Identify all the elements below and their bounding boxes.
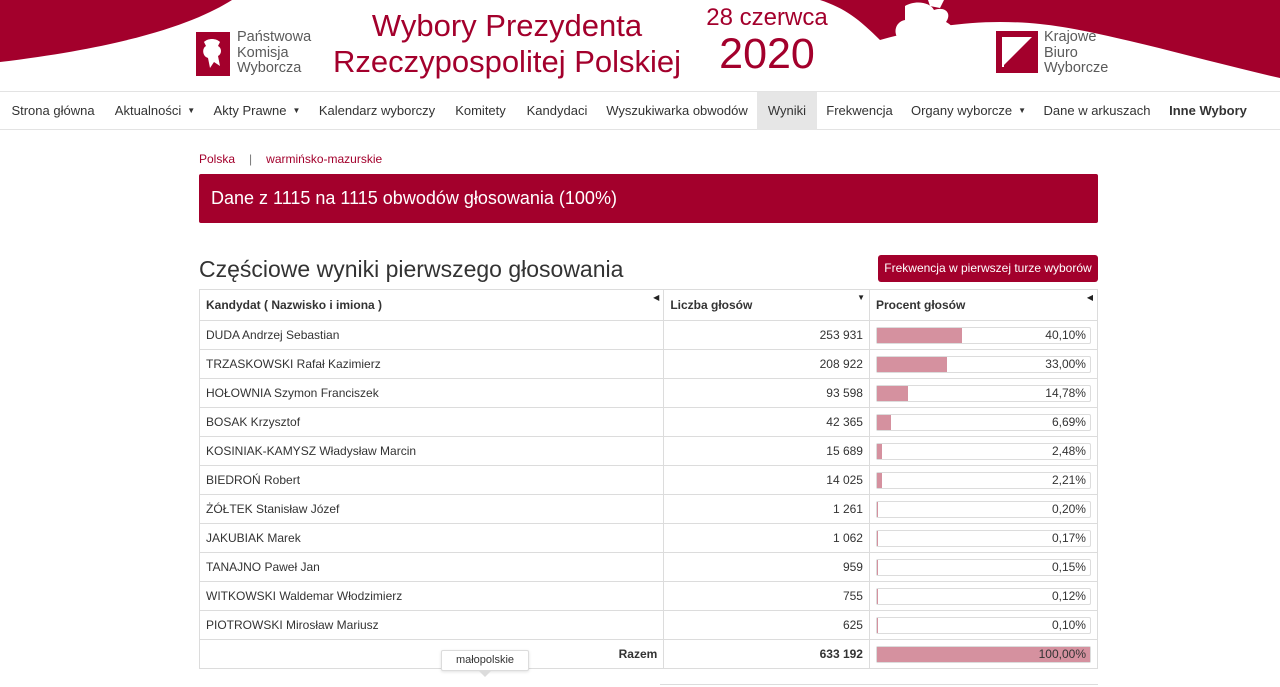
table-row bbox=[200, 524, 1098, 553]
nav-item-label: Aktualności bbox=[114, 103, 182, 118]
results-table bbox=[199, 289, 1098, 669]
nav-item-organy-wyborcze[interactable] bbox=[902, 92, 1035, 130]
percent-bar bbox=[876, 530, 1091, 547]
percent-bar-fill bbox=[877, 415, 891, 430]
pkw-line: Państwowa bbox=[237, 29, 312, 45]
percent-cell bbox=[869, 408, 1097, 437]
breadcrumb bbox=[199, 152, 382, 166]
sort-down-icon: ▼ bbox=[857, 293, 865, 302]
percent-cell bbox=[869, 553, 1097, 582]
percent-cell bbox=[869, 524, 1097, 553]
column-header-label: Kandydat ( Nazwisko i imiona ) bbox=[206, 298, 383, 312]
turnout-button[interactable]: Frekwencja w pierwszej turze wyborów bbox=[878, 255, 1098, 282]
percent-cell bbox=[869, 640, 1097, 669]
election-date-year: 2020 bbox=[719, 30, 815, 78]
vote-count: 253 931 bbox=[664, 321, 870, 350]
percent-cell bbox=[869, 379, 1097, 408]
table-row bbox=[200, 321, 1098, 350]
election-date bbox=[700, 4, 834, 76]
column-header-percent[interactable] bbox=[869, 290, 1097, 321]
candidate-name: DUDA Andrzej Sebastian bbox=[200, 321, 664, 350]
nav-item-label: Inne Wybory bbox=[1169, 103, 1247, 118]
pkw-line: Komisja bbox=[237, 44, 289, 61]
election-title bbox=[322, 8, 692, 80]
kbw-line: Krajowe bbox=[1044, 29, 1097, 45]
nav-item-frekwencja[interactable] bbox=[817, 92, 902, 130]
pkw-logo-icon bbox=[196, 32, 230, 76]
percent-value: 2,48% bbox=[1051, 443, 1086, 458]
vote-count: 208 922 bbox=[664, 350, 870, 379]
column-header-votes[interactable] bbox=[664, 290, 870, 321]
breadcrumb-separator: | bbox=[249, 152, 253, 166]
column-header-label: Procent głosów bbox=[875, 298, 966, 312]
nav-item-dane-w-arkuszach[interactable] bbox=[1035, 92, 1159, 130]
nav-item-label: Komitety bbox=[455, 103, 506, 118]
kbw-line: Biuro bbox=[1044, 44, 1078, 61]
candidate-name: BOSAK Krzysztof bbox=[200, 408, 664, 437]
column-header-label: Liczba głosów bbox=[670, 298, 753, 312]
percent-bar bbox=[876, 588, 1091, 605]
candidate-name: HOŁOWNIA Szymon Franciszek bbox=[200, 379, 664, 408]
vote-count: 959 bbox=[664, 553, 870, 582]
breadcrumb-link-polska[interactable]: Polska bbox=[199, 152, 236, 166]
percent-value: 2,21% bbox=[1051, 472, 1086, 487]
percent-value: 0,17% bbox=[1051, 530, 1086, 545]
percent-cell bbox=[869, 495, 1097, 524]
percent-bar bbox=[876, 414, 1091, 431]
percent-bar bbox=[876, 646, 1091, 663]
vote-count: 625 bbox=[664, 611, 870, 640]
map-region-tooltip: małopolskie bbox=[441, 650, 529, 671]
sort-left-icon: ◀ bbox=[1086, 293, 1093, 302]
percent-value: 6,69% bbox=[1051, 414, 1086, 429]
percent-value: 40,10% bbox=[1045, 327, 1086, 342]
table-row bbox=[200, 495, 1098, 524]
district-status-banner: Dane z 1115 na 1115 obwodów głosowania (100%) bbox=[199, 174, 1098, 223]
kbw-logo-icon bbox=[996, 31, 1038, 73]
percent-cell bbox=[869, 466, 1097, 495]
candidate-name: PIOTROWSKI Mirosław Mariusz bbox=[200, 611, 664, 640]
candidate-name: ŻÓŁTEK Stanisław Józef bbox=[200, 495, 664, 524]
percent-bar bbox=[876, 617, 1091, 634]
nav-item-label: Dane w arkuszach bbox=[1043, 103, 1151, 118]
percent-bar bbox=[876, 443, 1091, 460]
nav-item-label: Wyniki bbox=[767, 103, 807, 118]
site-header bbox=[0, 0, 1280, 91]
nav-item-kalendarz[interactable] bbox=[310, 92, 444, 130]
table-row bbox=[200, 408, 1098, 437]
nav-item-label: Akty Prawne bbox=[213, 103, 287, 118]
percent-cell bbox=[869, 437, 1097, 466]
percent-bar-fill bbox=[877, 444, 882, 459]
percent-bar bbox=[876, 385, 1091, 402]
nav-item-inne-wybory[interactable] bbox=[1159, 92, 1257, 130]
candidate-name: JAKUBIAK Marek bbox=[200, 524, 664, 553]
vote-count: 15 689 bbox=[664, 437, 870, 466]
vote-count: 1 261 bbox=[664, 495, 870, 524]
nav-item-label: Strona główna bbox=[11, 103, 95, 118]
pkw-line: Wyborcza bbox=[237, 60, 302, 76]
nav-item-strona-glowna[interactable] bbox=[0, 92, 106, 130]
table-row bbox=[200, 611, 1098, 640]
percent-value: 100,00% bbox=[1038, 646, 1086, 661]
percent-bar bbox=[876, 472, 1091, 489]
total-label: Razem bbox=[200, 640, 664, 669]
nav-item-aktualnosci[interactable] bbox=[106, 92, 204, 130]
table-row bbox=[200, 437, 1098, 466]
table-row bbox=[200, 553, 1098, 582]
percent-value: 0,12% bbox=[1051, 588, 1086, 603]
percent-value: 14,78% bbox=[1045, 385, 1086, 400]
percent-value: 0,15% bbox=[1051, 559, 1086, 574]
total-votes: 633 192 bbox=[664, 640, 870, 669]
candidate-name: BIEDROŃ Robert bbox=[200, 466, 664, 495]
vote-count: 14 025 bbox=[664, 466, 870, 495]
nav-item-wyniki[interactable] bbox=[757, 92, 817, 130]
main-navigation bbox=[0, 91, 1280, 130]
vote-count: 1 062 bbox=[664, 524, 870, 553]
election-title-line: Wybory Prezydenta bbox=[371, 8, 643, 43]
candidate-name: TANAJNO Paweł Jan bbox=[200, 553, 664, 582]
tooltip-arrow bbox=[478, 670, 492, 677]
percent-bar bbox=[876, 327, 1091, 344]
vote-count: 42 365 bbox=[664, 408, 870, 437]
percent-bar-fill bbox=[877, 357, 947, 372]
table-row bbox=[200, 379, 1098, 408]
percent-value: 0,20% bbox=[1051, 501, 1086, 516]
nav-item-label: Kalendarz wyborczy bbox=[318, 103, 436, 118]
percent-bar bbox=[876, 356, 1091, 373]
percent-cell bbox=[869, 611, 1097, 640]
nav-item-label: Kandydaci bbox=[526, 103, 588, 118]
vote-count: 755 bbox=[664, 582, 870, 611]
results-title: Częściowe wyniki pierwszego głosowania bbox=[199, 256, 624, 282]
nav-item-kandydaci[interactable] bbox=[517, 92, 597, 130]
table-row bbox=[200, 582, 1098, 611]
nav-item-label: Frekwencja bbox=[826, 103, 893, 118]
nav-item-wyszukiwarka[interactable] bbox=[597, 92, 757, 130]
table-row bbox=[200, 350, 1098, 379]
caret-down-icon: ▼ bbox=[292, 106, 301, 115]
percent-bar-fill bbox=[877, 328, 962, 343]
divider bbox=[660, 684, 1098, 685]
percent-bar bbox=[876, 501, 1091, 518]
kbw-line: Wyborcze bbox=[1044, 60, 1109, 76]
sort-left-icon: ◀ bbox=[653, 293, 660, 302]
kbw-name bbox=[1044, 30, 1108, 77]
percent-bar-fill bbox=[877, 386, 908, 401]
total-row bbox=[200, 640, 1098, 669]
election-title-line: Rzeczypospolitej Polskiej bbox=[332, 44, 682, 79]
nav-item-komitety[interactable] bbox=[444, 92, 517, 130]
percent-value: 0,10% bbox=[1051, 617, 1086, 632]
results-header-row bbox=[200, 290, 1098, 321]
candidate-name: KOSINIAK-KAMYSZ Władysław Marcin bbox=[200, 437, 664, 466]
candidate-name: WITKOWSKI Waldemar Włodzimierz bbox=[200, 582, 664, 611]
pkw-name bbox=[237, 30, 311, 77]
table-row bbox=[200, 466, 1098, 495]
percent-cell bbox=[869, 321, 1097, 350]
percent-bar-fill bbox=[877, 473, 882, 488]
election-date-day: 28 czerwca bbox=[706, 4, 828, 31]
candidate-name: TRZASKOWSKI Rafał Kazimierz bbox=[200, 350, 664, 379]
vote-count: 93 598 bbox=[664, 379, 870, 408]
nav-item-akty-prawne[interactable] bbox=[204, 92, 310, 130]
column-header-candidate[interactable] bbox=[200, 290, 664, 321]
nav-item-label: Wyszukiwarka obwodów bbox=[606, 103, 748, 118]
caret-down-icon: ▼ bbox=[187, 106, 196, 115]
percent-bar bbox=[876, 559, 1091, 576]
nav-item-label: Organy wyborcze bbox=[910, 103, 1013, 118]
percent-cell bbox=[869, 582, 1097, 611]
breadcrumb-link-region[interactable]: warmińsko-mazurskie bbox=[266, 152, 383, 166]
percent-cell bbox=[869, 350, 1097, 379]
caret-down-icon: ▼ bbox=[1018, 106, 1027, 115]
percent-value: 33,00% bbox=[1045, 356, 1086, 371]
